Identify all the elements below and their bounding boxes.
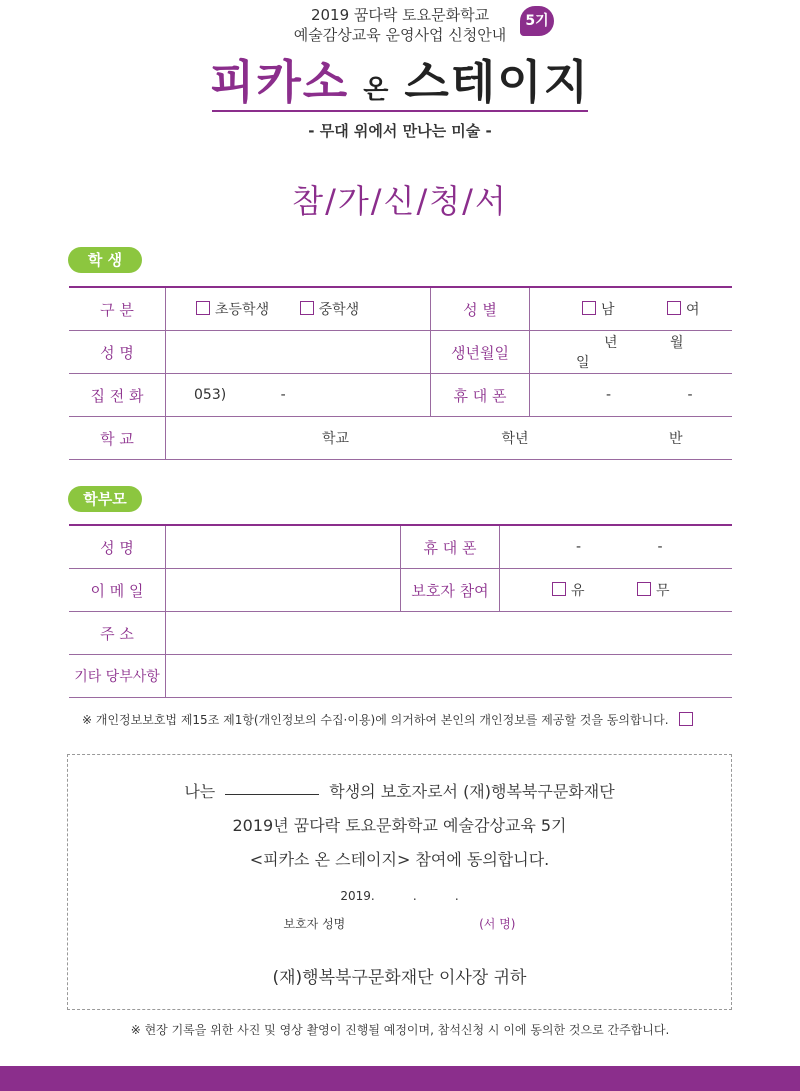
subtitle: - 무대 위에서 만나는 미술 - [308, 122, 492, 140]
elementary-option[interactable]: 초등학생 [196, 302, 269, 318]
parent-name-field[interactable] [166, 525, 401, 569]
student-section-label: 학 생 [68, 247, 142, 273]
main-title [0, 46, 800, 112]
guardian-agreement-box [67, 754, 732, 1010]
elementary-checkbox[interactable] [196, 301, 210, 315]
addressee: (재)행복북구문화재단 이사장 귀하 [272, 968, 527, 988]
student-mobile-field[interactable] [530, 374, 733, 417]
division-label: 구 분 [69, 287, 166, 331]
agreement-date: 2019. . . [340, 889, 459, 903]
area-code: 053) [194, 387, 227, 403]
home-phone-field[interactable] [166, 374, 431, 417]
signature-field[interactable]: (서 명) [479, 917, 516, 931]
female-checkbox[interactable] [667, 301, 681, 315]
male-option[interactable]: 남 [582, 302, 615, 318]
participation-yes-option[interactable]: 유 [552, 583, 585, 599]
student-name-blank[interactable] [225, 794, 319, 795]
student-name-field[interactable] [166, 331, 431, 374]
parent-name-label: 성 명 [69, 525, 166, 569]
parent-mobile-field[interactable] [500, 525, 733, 569]
main-title-part1: 피카소 [209, 55, 350, 109]
student-mobile-dash1: - [606, 387, 612, 403]
male-checkbox[interactable] [582, 301, 596, 315]
form-title: 참/가/신/청/서 [292, 182, 508, 220]
guardian-signature-row [68, 915, 731, 932]
student-mobile-dash2: - [687, 387, 693, 403]
main-title-part3: 스테이지 [404, 55, 591, 109]
photo-notice: ※ 현장 기록을 위한 사진 및 영상 촬영이 진행될 예정이며, 참석신청 시 이에 동의한 것으로 간주합니다. [130, 1023, 670, 1037]
program-title-line2: 예술감상교육 운영사업 신청안내 [293, 26, 507, 44]
email-field[interactable] [166, 569, 401, 612]
privacy-consent-checkbox[interactable] [679, 712, 693, 726]
title-divider [212, 110, 588, 112]
cohort-badge: 5기 [520, 6, 554, 36]
birth-day-unit: 일 [576, 355, 590, 371]
other-requests-field[interactable] [166, 655, 733, 698]
guardian-sign-label: 보호자 성명 [283, 917, 346, 931]
parent-section-label: 학부모 [68, 486, 142, 512]
program-title-line1: 2019 꿈다락 토요문화학교 [310, 6, 490, 24]
middle-checkbox[interactable] [300, 301, 314, 315]
school-field[interactable] [166, 417, 733, 460]
footer-bar [0, 1066, 800, 1091]
participation-no-option[interactable]: 무 [637, 583, 670, 599]
class-unit: 반 [669, 431, 683, 447]
birth-label: 생년월일 [431, 331, 530, 374]
student-table [69, 286, 732, 460]
main-title-part2: 온 [363, 75, 391, 105]
student-mobile-label: 휴 대 폰 [431, 374, 530, 417]
school-unit: 학교 [322, 431, 350, 447]
female-option[interactable]: 여 [667, 302, 700, 318]
parent-mobile-label: 휴 대 폰 [401, 525, 500, 569]
birth-year-unit: 년 [604, 335, 618, 351]
agreement-line3: <피카소 온 스테이지> 참여에 동의합니다. [249, 850, 550, 869]
address-field[interactable] [166, 612, 733, 655]
participation-label: 보호자 참여 [401, 569, 500, 612]
birth-month-unit: 월 [669, 335, 684, 351]
student-name-label: 성 명 [69, 331, 166, 374]
email-label: 이 메 일 [69, 569, 166, 612]
parent-mobile-dash1: - [576, 539, 582, 555]
middle-option[interactable]: 중학생 [300, 302, 360, 318]
home-phone-label: 집 전 화 [69, 374, 166, 417]
parent-mobile-dash2: - [657, 539, 663, 555]
agreement-line2: 2019년 꿈다락 토요문화학교 예술감상교육 5기 [232, 816, 567, 835]
birth-field[interactable] [530, 331, 733, 374]
parent-table [69, 524, 732, 698]
school-label: 학 교 [69, 417, 166, 460]
agreement-line1: 나는 학생의 보호자로서 (재)행복북구문화재단 [184, 782, 615, 801]
grade-unit: 학년 [501, 431, 529, 447]
privacy-consent [82, 711, 693, 728]
address-label: 주 소 [69, 612, 166, 655]
home-phone-dash: - [280, 387, 286, 403]
other-requests-label: 기타 당부사항 [69, 655, 166, 698]
gender-label: 성 별 [431, 287, 530, 331]
privacy-consent-text: ※ 개인정보보호법 제15조 제1항(개인정보의 수집·이용)에 의거하여 본인의 개인정보를 제공할 것을 동의합니다. [82, 713, 669, 727]
participation-yes-checkbox[interactable] [552, 582, 566, 596]
participation-no-checkbox[interactable] [637, 582, 651, 596]
